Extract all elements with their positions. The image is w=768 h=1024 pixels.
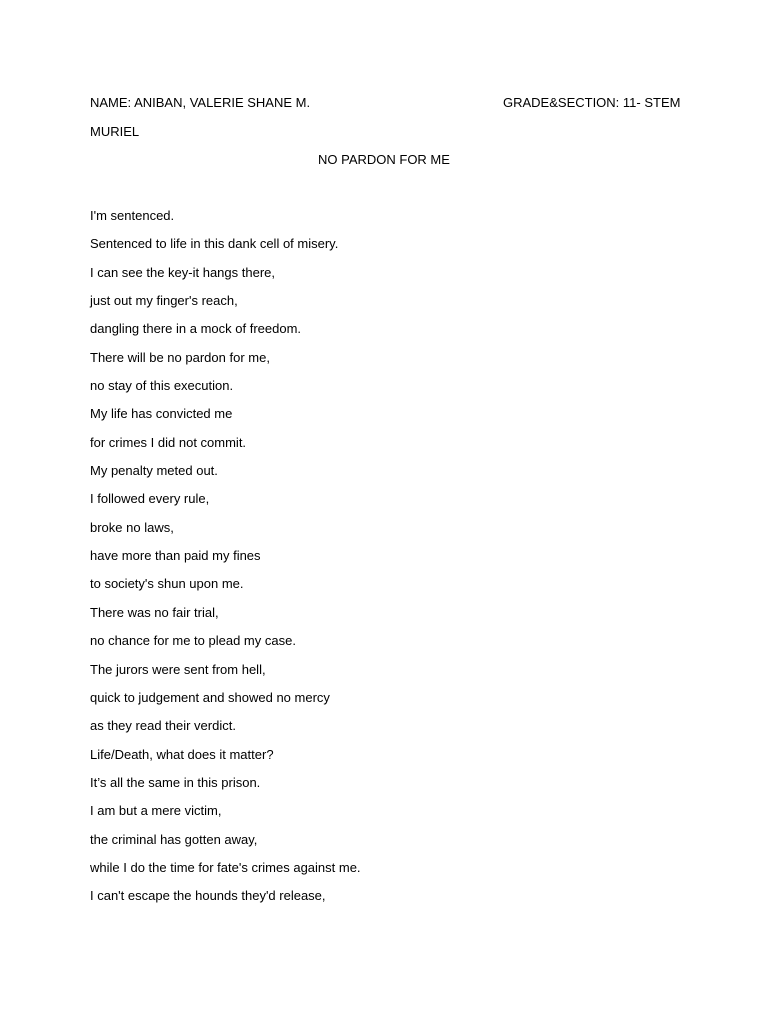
poem-line: broke no laws, — [90, 519, 174, 535]
poem-line: Life/Death, what does it matter? — [90, 746, 274, 762]
grade-section: GRADE&SECTION: 11- STEM — [503, 95, 681, 110]
poem-line: My penalty meted out. — [90, 463, 218, 479]
poem-line: There will be no pardon for me, — [90, 349, 270, 365]
section-continuation: MURIEL — [90, 124, 140, 139]
poem-line: There was no fair trial, — [90, 604, 219, 620]
poem-line: It’s all the same in this prison. — [90, 774, 261, 790]
poem-line: I followed every rule, — [90, 491, 210, 507]
poem-line: I am but a mere victim, — [90, 803, 222, 819]
poem-title: NO PARDON FOR ME — [318, 152, 450, 167]
poem-body — [90, 208, 361, 917]
poem-line: have more than paid my fines — [90, 548, 261, 564]
poem-line: My life has convicted me — [90, 406, 233, 422]
student-name: NAME: ANIBAN, VALERIE SHANE M. — [90, 95, 311, 110]
poem-line: while I do the time for fate's crimes against me. — [90, 859, 361, 875]
poem-line: just out my finger's reach, — [90, 293, 238, 309]
poem-line: quick to judgement and showed no mercy — [90, 689, 330, 705]
poem-line: Sentenced to life in this dank cell of misery. — [90, 236, 339, 252]
poem-line: no stay of this execution. — [90, 378, 234, 394]
poem-line: the criminal has gotten away, — [90, 831, 258, 847]
poem-line: to society's shun upon me. — [90, 576, 244, 592]
poem-line: for crimes I did not commit. — [90, 434, 247, 450]
poem-line: as they read their verdict. — [90, 718, 236, 734]
poem-line: no chance for me to plead my case. — [90, 633, 296, 649]
poem-line: I can see the key-it hangs there, — [90, 264, 275, 280]
poem-line: dangling there in a mock of freedom. — [90, 321, 302, 337]
poem-line: I can't escape the hounds they'd release, — [90, 888, 326, 904]
poem-line: The jurors were sent from hell, — [90, 661, 266, 677]
poem-line: I'm sentenced. — [90, 208, 175, 223]
